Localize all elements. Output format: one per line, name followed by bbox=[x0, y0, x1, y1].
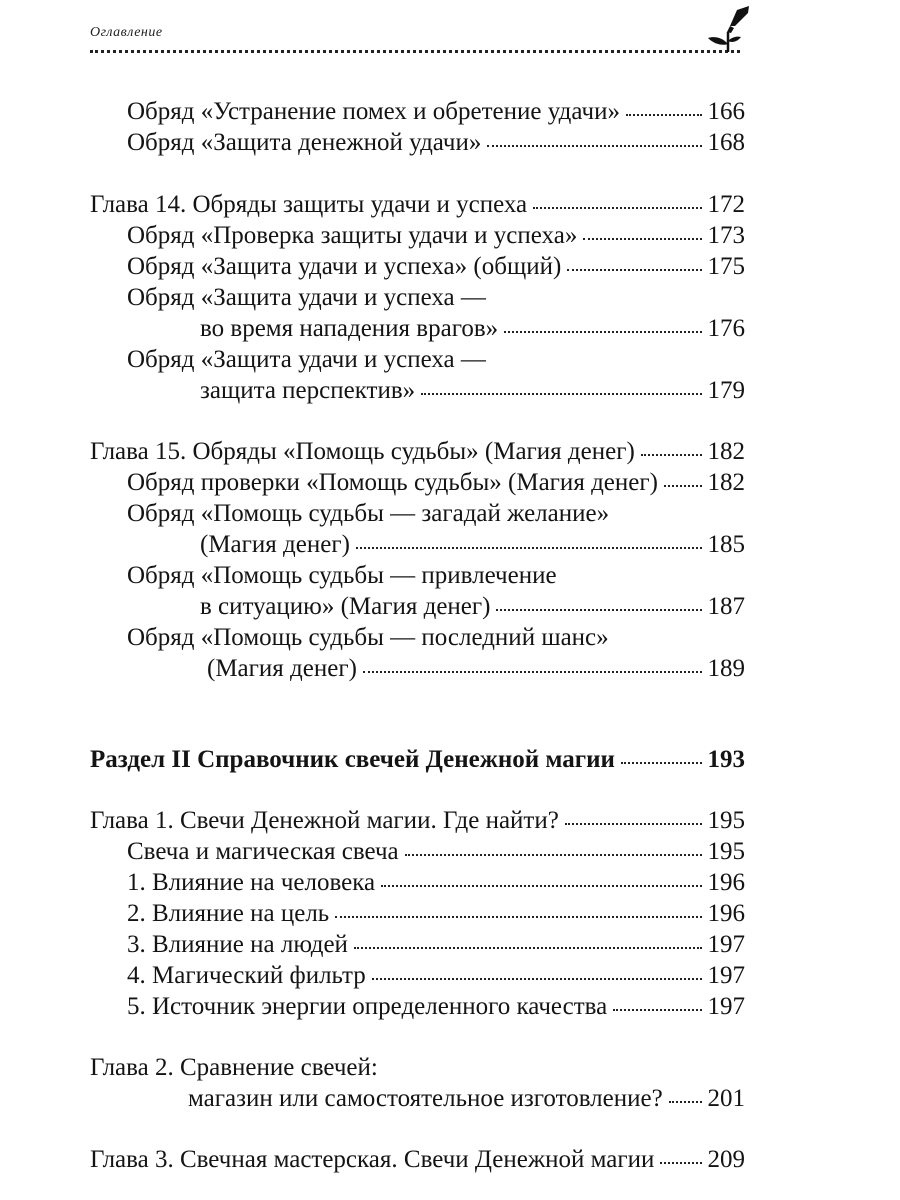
page-number: 168 bbox=[707, 129, 745, 156]
toc-entry-ch1-item-2[interactable] bbox=[127, 899, 745, 929]
page-number: 176 bbox=[707, 315, 745, 342]
page-number: 179 bbox=[707, 377, 745, 404]
toc-entry-chapter-3[interactable] bbox=[90, 1145, 745, 1175]
entry-label: (Магия денег) bbox=[207, 655, 357, 682]
toc-entry-ch14-enemies-line1: Обряд «Защита удачи и успеха — bbox=[127, 284, 486, 311]
toc-entry-chapter-2[interactable] bbox=[188, 1084, 745, 1114]
page-number: 166 bbox=[707, 98, 745, 125]
entry-label: в ситуацию» (Магия денег) bbox=[200, 593, 491, 620]
entry-label: 5. Источник энергии определенного качества bbox=[127, 993, 608, 1020]
toc-entry-ch1-candle[interactable] bbox=[127, 837, 745, 867]
page-number: 187 bbox=[707, 593, 745, 620]
toc-entry-ch15-situation[interactable] bbox=[200, 592, 745, 622]
toc-entry-section-2[interactable] bbox=[90, 745, 745, 775]
page-number: 197 bbox=[707, 993, 745, 1020]
toc-entry-ch15-situation-line1: Обряд «Помощь судьбы — привлечение bbox=[127, 562, 557, 589]
page-number: 175 bbox=[707, 253, 745, 280]
leader-dots bbox=[372, 978, 702, 980]
toc-entry-rite-obstacles[interactable] bbox=[127, 97, 745, 127]
toc-entry-rite-money-luck[interactable] bbox=[127, 128, 745, 158]
entry-label: Обряд «Проверка защиты удачи и успеха» bbox=[127, 222, 578, 249]
toc-entry-ch14-perspectives[interactable] bbox=[200, 376, 745, 406]
leader-dots bbox=[583, 238, 701, 240]
page-number: 173 bbox=[707, 222, 745, 249]
entry-label: Обряд «Устранение помех и обретение удачи» bbox=[127, 98, 620, 125]
page-number: 196 bbox=[707, 869, 745, 896]
page-number: 182 bbox=[707, 438, 745, 465]
toc-entry-ch15-last-line1: Обряд «Помощь судьбы — последний шанс» bbox=[127, 624, 609, 651]
toc-entry-ch15-check[interactable] bbox=[127, 468, 745, 498]
toc-entry-ch1-item-5[interactable] bbox=[127, 992, 745, 1022]
leader-dots bbox=[356, 547, 702, 549]
page-number: 195 bbox=[707, 807, 745, 834]
page-number: 182 bbox=[707, 469, 745, 496]
header-dotted-rule bbox=[90, 50, 740, 53]
entry-label: Глава 14. Обряды защиты удачи и успеха bbox=[90, 191, 528, 218]
leader-dots bbox=[487, 145, 701, 147]
toc-entry-chapter-15[interactable] bbox=[90, 437, 745, 467]
page-number: 185 bbox=[707, 531, 745, 558]
leader-dots bbox=[669, 1101, 702, 1103]
toc-entry-ch14-general[interactable] bbox=[127, 252, 745, 282]
entry-label: 2. Влияние на цель bbox=[127, 900, 330, 927]
leader-dots bbox=[363, 671, 702, 673]
entry-label: 1. Влияние на человека bbox=[127, 869, 376, 896]
page-number: 189 bbox=[707, 655, 745, 682]
page-number: 172 bbox=[707, 191, 745, 218]
leader-dots bbox=[381, 885, 701, 887]
leader-dots bbox=[664, 485, 702, 487]
entry-label: Обряд «Защита удачи и успеха» (общий) bbox=[127, 253, 562, 280]
leader-dots bbox=[641, 454, 702, 456]
entry-label: Свеча и магическая свеча bbox=[127, 838, 399, 865]
leader-dots bbox=[496, 609, 701, 611]
leader-dots bbox=[405, 854, 702, 856]
page-number: 195 bbox=[707, 838, 745, 865]
toc-entry-chapter-14[interactable] bbox=[90, 190, 745, 220]
quill-sprout-icon bbox=[704, 4, 754, 56]
leader-dots bbox=[504, 331, 701, 333]
page-number: 197 bbox=[707, 931, 745, 958]
leader-dots bbox=[613, 1009, 701, 1011]
entry-label: во время нападения врагов» bbox=[200, 315, 499, 342]
entry-label: (Магия денег) bbox=[200, 531, 350, 558]
entry-label: защита перспектив» bbox=[200, 377, 416, 404]
entry-label: Глава 3. Свечная мастерская. Свечи Денежной магии bbox=[90, 1146, 655, 1173]
page-number: 196 bbox=[707, 900, 745, 927]
page-number: 193 bbox=[707, 746, 745, 773]
leader-dots bbox=[533, 207, 701, 209]
leader-dots bbox=[660, 1162, 701, 1164]
leader-dots bbox=[421, 393, 701, 395]
leader-dots bbox=[335, 916, 701, 918]
entry-label: магазин или самостоятельное изготовление? bbox=[188, 1085, 663, 1112]
toc-entry-ch14-check[interactable] bbox=[127, 221, 745, 251]
toc-entry-ch15-wish-line1: Обряд «Помощь судьбы — загадай желание» bbox=[127, 500, 610, 527]
running-head: Оглавление bbox=[90, 25, 163, 40]
entry-label: 4. Магический фильтр bbox=[127, 962, 366, 989]
toc-entry-ch14-persp-line1: Обряд «Защита удачи и успеха — bbox=[127, 346, 486, 373]
leader-dots bbox=[565, 823, 702, 825]
leader-dots bbox=[621, 762, 702, 764]
entry-label: Обряд «Защита денежной удачи» bbox=[127, 129, 482, 156]
toc-entry-ch15-wish[interactable] bbox=[200, 530, 745, 560]
toc-entry-ch1-item-1[interactable] bbox=[127, 868, 745, 898]
toc-entry-chapter-2-line1: Глава 2. Сравнение свечей: bbox=[90, 1054, 378, 1081]
toc-entry-ch14-enemies[interactable] bbox=[200, 314, 745, 344]
toc-entry-ch1-item-3[interactable] bbox=[127, 930, 745, 960]
entry-label: Обряд проверки «Помощь судьбы» (Магия денег) bbox=[127, 469, 658, 496]
toc-entry-ch1-item-4[interactable] bbox=[127, 961, 745, 991]
toc-entry-chapter-1[interactable] bbox=[90, 806, 745, 836]
page-number: 209 bbox=[707, 1146, 745, 1173]
entry-label: Глава 1. Свечи Денежной магии. Где найти? bbox=[90, 807, 559, 834]
entry-label: 3. Влияние на людей bbox=[127, 931, 348, 958]
leader-dots bbox=[626, 114, 702, 116]
leader-dots bbox=[354, 947, 702, 949]
page-number: 201 bbox=[707, 1085, 745, 1112]
page-number: 197 bbox=[707, 962, 745, 989]
leader-dots bbox=[567, 269, 701, 271]
toc-entry-ch15-last-chance[interactable] bbox=[207, 654, 745, 684]
entry-label: Раздел II Справочник свечей Денежной магии bbox=[90, 746, 615, 773]
entry-label: Глава 15. Обряды «Помощь судьбы» (Магия денег) bbox=[90, 438, 635, 465]
